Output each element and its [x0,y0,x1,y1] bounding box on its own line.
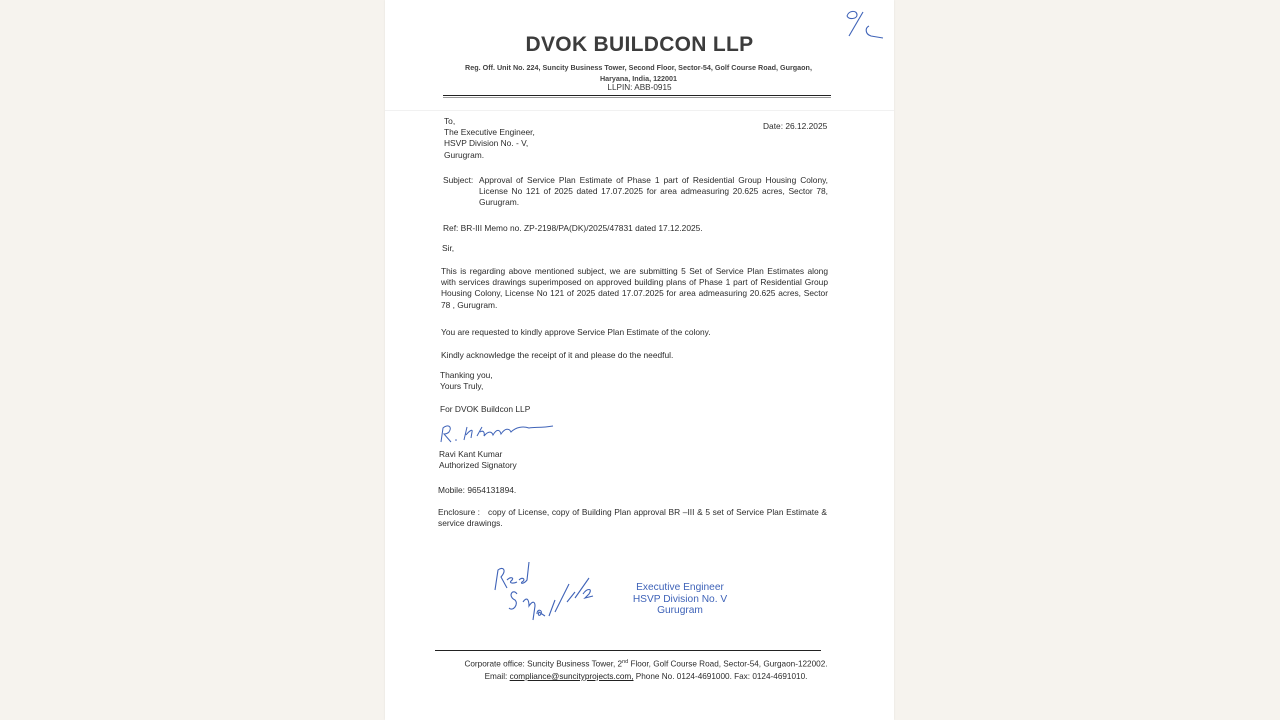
footer-address-pre: Corporate office: Suncity Business Tower, 2 [464,659,623,669]
header-divider [443,95,831,96]
addressee-line: HSVP Division No. - V, [444,138,529,149]
subject-label: Subject: [443,175,474,185]
company-name: DVOK BUILDCON LLP [525,33,754,56]
addressee-line: The Executive Engineer, [444,127,535,138]
header-divider-thin [443,97,831,98]
closing-block [440,370,493,392]
letter-page [385,0,894,720]
enclosure-label: Enclosure : [438,507,480,517]
footer-address [421,656,871,671]
signer-name: Ravi Kant Kumar [439,449,503,459]
page-fold-line [385,110,894,111]
footer-contact [421,671,871,683]
acknowledge-line: Kindly acknowledge the receipt of it and please do the needful. [441,350,674,360]
stamp-line: HSVP Division No. V [632,593,728,605]
addressee-line: Gurugram. [444,149,485,160]
body-paragraph: This is regarding above mentioned subject, we are submitting 5 Set of Service Plan Estimates along with services drawings superimposed on approved building plans of Phase 1 part of Residential Group Housing Colony, License No 121 of 2025 dated 17.07.2025 for area admeasuring 20.625 acres, Sector 78 , Gurugram. [441,266,828,310]
signer-block [439,449,517,471]
addressee-line: To, [444,116,456,126]
footer-email-link[interactable]: compliance@suncityprojects.com, [509,671,634,681]
enclosure-text: copy of License, copy of Building Plan approval BR –III & 5 set of Service Plan Estimate & service drawings. [438,507,827,529]
letter-date: Date: 26.12.2025 [763,121,828,131]
registered-office: Reg. Off. Unit No. 224, Suncity Business Tower, Second Floor, Sector-54, Golf Course Road, Gurgaon, Haryana, India, 122001 [465,63,812,83]
received-handwritten-note [489,550,609,625]
llpin: LLPIN: ABB-0915 [607,83,672,92]
signer-title: Authorized Signatory [439,460,517,471]
request-line: You are requested to kindly approve Service Plan Estimate of the colony. [441,327,711,337]
footer [421,656,871,683]
reference-line: Ref: BR-III Memo no. ZP-2198/PA(DK)/2025/47831 dated 17.12.2025. [443,223,703,233]
salutation: Sir, [442,243,455,253]
stamp-line: Gurugram [657,605,703,616]
signature [437,418,557,448]
subject-text: Approval of Service Plan Estimate of Phase 1 part of Residential Group Housing Colony, License No 121 of 2025 dated 17.07.2025 for area admeasuring 20.625 acres, Sector 78, Gurugram. [479,175,828,208]
footer-address-sup: nd [622,659,629,665]
addressee-block [444,116,535,161]
footer-divider [435,650,821,651]
corner-annotation-mark [843,6,887,42]
stamp-line: Executive Engineer [636,582,724,593]
receipt-stamp [615,582,745,617]
closing-line: Thanking you, [440,370,493,380]
mobile-number: Mobile: 9654131894. [438,485,517,495]
footer-address-post: Floor, Golf Course Road, Sector-54, Gurgaon-122002. [628,659,828,669]
footer-email-label: Email: [484,671,508,681]
footer-phones: Phone No. 0124-4691000. Fax: 0124-4691010. [635,671,808,681]
closing-line: Yours Truly, [440,381,484,392]
for-company-line: For DVOK Buildcon LLP [440,404,531,414]
